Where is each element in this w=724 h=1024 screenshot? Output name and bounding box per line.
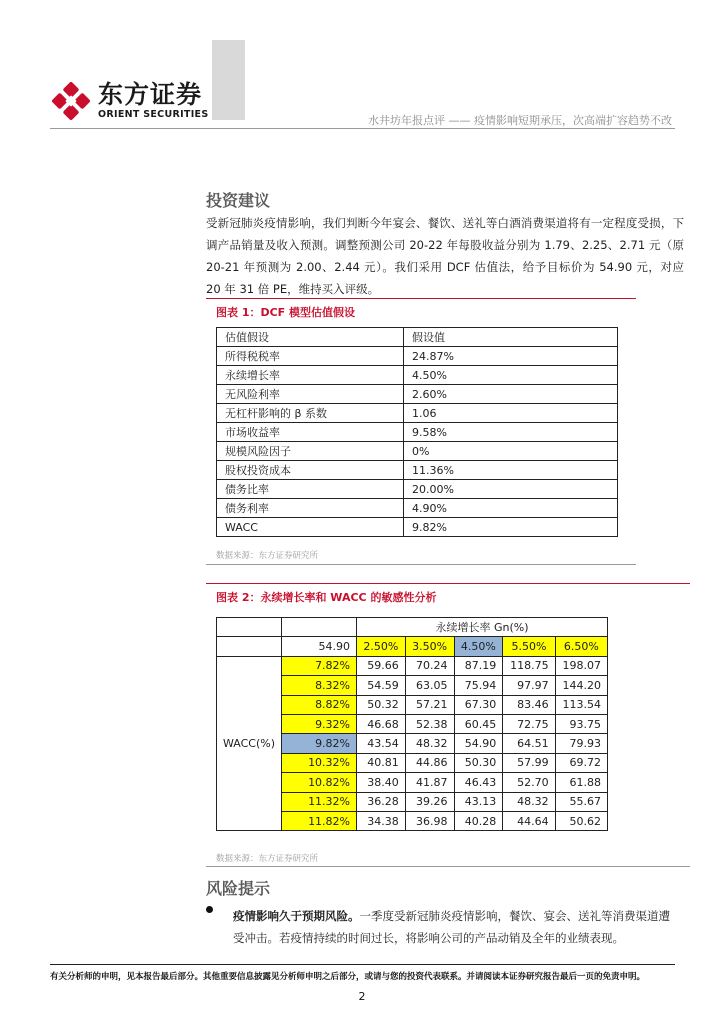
header-cell: 假设值 — [404, 328, 618, 347]
growth-rate-header: 2.50% — [357, 637, 406, 656]
value-cell: 43.54 — [357, 734, 406, 753]
assumption-value: 4.90% — [404, 499, 618, 518]
value-cell: 61.88 — [555, 773, 607, 792]
table-row — [217, 423, 618, 442]
assumption-value: 4.50% — [404, 366, 618, 385]
target-price-cell: 54.90 — [282, 637, 357, 656]
page-number: 2 — [358, 990, 366, 1003]
corner-empty-cell — [217, 637, 282, 656]
figure1-source: 数据来源：东方证券研究所 — [216, 551, 319, 561]
value-cell: 46.68 — [357, 714, 406, 733]
corner-empty-cell — [217, 618, 282, 637]
assumption-value: 9.82% — [404, 518, 618, 537]
value-cell: 52.70 — [503, 773, 555, 792]
value-cell: 50.32 — [357, 695, 406, 714]
header-gray-bar — [212, 40, 245, 120]
header-divider — [50, 128, 675, 129]
brand-name-en: ORIENT SECURITIES — [98, 109, 209, 120]
assumption-value: 9.58% — [404, 423, 618, 442]
table-header-row — [217, 637, 608, 656]
assumption-value: 1.06 — [404, 404, 618, 423]
table-row — [217, 656, 608, 675]
assumption-name: 市场收益率 — [217, 423, 404, 442]
corner-empty-cell — [282, 618, 357, 637]
value-cell: 54.59 — [357, 676, 406, 695]
wacc-header: 11.82% — [282, 811, 357, 830]
table-header-row — [217, 328, 618, 347]
value-cell: 40.81 — [357, 753, 406, 772]
value-cell: 70.24 — [405, 656, 454, 675]
table-row — [217, 518, 618, 537]
assumption-name: 债务利率 — [217, 499, 404, 518]
assumption-name: 所得税税率 — [217, 347, 404, 366]
growth-rate-group-label: 永续增长率 Gn(%) — [357, 618, 608, 637]
value-cell: 54.90 — [454, 734, 503, 753]
value-cell: 59.66 — [357, 656, 406, 675]
value-cell: 50.30 — [454, 753, 503, 772]
wacc-header: 8.32% — [282, 676, 357, 695]
value-cell: 144.20 — [555, 676, 607, 695]
value-cell: 41.87 — [405, 773, 454, 792]
assumption-name: 规模风险因子 — [217, 442, 404, 461]
value-cell: 48.32 — [503, 792, 555, 811]
value-cell: 60.45 — [454, 714, 503, 733]
table-row — [217, 480, 618, 499]
table-row — [217, 499, 618, 518]
header-cell: 估值假设 — [217, 328, 404, 347]
assumption-value: 11.36% — [404, 461, 618, 480]
assumption-name: WACC — [217, 518, 404, 537]
value-cell: 113.54 — [555, 695, 607, 714]
wacc-header: 10.32% — [282, 753, 357, 772]
risk-bullet-heading: 疫情影响久于预期风险。 — [233, 909, 360, 923]
growth-rate-header: 6.50% — [555, 637, 607, 656]
value-cell: 63.05 — [405, 676, 454, 695]
risk-bullet — [233, 905, 673, 949]
assumption-value: 0% — [404, 442, 618, 461]
assumption-value: 2.60% — [404, 385, 618, 404]
risk-section-title: 风险提示 — [206, 879, 271, 898]
value-cell: 87.19 — [454, 656, 503, 675]
value-cell: 118.75 — [503, 656, 555, 675]
growth-rate-header: 4.50% — [454, 637, 503, 656]
value-cell: 57.99 — [503, 753, 555, 772]
wacc-header: 7.82% — [282, 656, 357, 675]
value-cell: 75.94 — [454, 676, 503, 695]
investment-paragraph: 受新冠肺炎疫情影响，我们判断今年宴会、餐饮、送礼等白酒消费渠道将有一定程度受损，下调产品销量及收入预测。调整预测公司 20-22 年每股收益分别为 1.79、2.25、2.71 元（原 20-21 年预测为 2.00、2.44 元）。我们采用 DCF 估值法，给予目标价为 54.90 元，对应 20 年 31 倍 PE，维持买入评级。 — [206, 216, 684, 296]
value-cell: 64.51 — [503, 734, 555, 753]
value-cell: 44.64 — [503, 811, 555, 830]
assumption-value: 20.00% — [404, 480, 618, 499]
value-cell: 67.30 — [454, 695, 503, 714]
figure2-source: 数据来源：东方证券研究所 — [216, 854, 319, 864]
wacc-header: 10.82% — [282, 773, 357, 792]
value-cell: 44.86 — [405, 753, 454, 772]
value-cell: 83.46 — [503, 695, 555, 714]
value-cell: 48.32 — [405, 734, 454, 753]
value-cell: 36.28 — [357, 792, 406, 811]
investment-section-title: 投资建议 — [206, 191, 271, 210]
value-cell: 52.38 — [405, 714, 454, 733]
value-cell: 93.75 — [555, 714, 607, 733]
value-cell: 38.40 — [357, 773, 406, 792]
value-cell: 43.13 — [454, 792, 503, 811]
value-cell: 55.67 — [555, 792, 607, 811]
value-cell: 39.26 — [405, 792, 454, 811]
value-cell: 46.43 — [454, 773, 503, 792]
value-cell: 198.07 — [555, 656, 607, 675]
logo-mark-icon — [50, 80, 92, 122]
wacc-header: 8.82% — [282, 695, 357, 714]
risk-bullet-body: 一季度受新冠肺炎疫情影响，餐饮、宴会、送礼等消费渠道遭受冲击。若疫情持续的时间过长，将影响公司的产品动销及全年的业绩表现。 — [233, 909, 670, 945]
sensitivity-table — [216, 617, 608, 831]
assumption-name: 无杠杆影响的 β 系数 — [217, 404, 404, 423]
bullet-icon — [206, 906, 213, 913]
value-cell: 72.75 — [503, 714, 555, 733]
wacc-header: 9.82% — [282, 734, 357, 753]
value-cell: 36.98 — [405, 811, 454, 830]
table-row — [217, 347, 618, 366]
value-cell: 34.38 — [357, 811, 406, 830]
value-cell: 50.62 — [555, 811, 607, 830]
value-cell: 97.97 — [503, 676, 555, 695]
footer-disclaimer: 有关分析师的申明，见本报告最后部分。其他重要信息披露见分析师申明之后部分，或请与您的投资代表联系。并请阅读本证券研究报告最后一页的免责申明。 — [50, 972, 646, 982]
wacc-group-label: WACC(%) — [217, 656, 282, 831]
value-cell: 79.93 — [555, 734, 607, 753]
table-row — [217, 404, 618, 423]
table-header-row — [217, 618, 608, 637]
assumption-name: 无风险利率 — [217, 385, 404, 404]
figure1-title: 图表 1：DCF 模型估值假设 — [216, 306, 356, 319]
table-row — [217, 442, 618, 461]
assumption-name: 债务比率 — [217, 480, 404, 499]
figure2-top-rule — [206, 583, 690, 584]
footer-divider — [50, 964, 675, 965]
figure2-title: 图表 2：永续增长率和 WACC 的敏感性分析 — [216, 591, 437, 604]
value-cell: 40.28 — [454, 811, 503, 830]
table-row — [217, 385, 618, 404]
assumption-value: 24.87% — [404, 347, 618, 366]
value-cell: 69.72 — [555, 753, 607, 772]
brand-name-cn: 东方证券 — [98, 80, 203, 109]
wacc-header: 11.32% — [282, 792, 357, 811]
table-row — [217, 461, 618, 480]
assumption-name: 永续增长率 — [217, 366, 404, 385]
figure1-top-rule — [206, 298, 636, 299]
assumption-name: 股权投资成本 — [217, 461, 404, 480]
growth-rate-header: 3.50% — [405, 637, 454, 656]
figure1-bottom-rule — [206, 564, 636, 565]
figure2-bottom-rule — [206, 866, 690, 867]
orient-securities-logo — [50, 80, 208, 122]
wacc-header: 9.32% — [282, 714, 357, 733]
dcf-assumption-table — [216, 327, 618, 537]
growth-rate-header: 5.50% — [503, 637, 555, 656]
table-row — [217, 366, 618, 385]
value-cell: 57.21 — [405, 695, 454, 714]
report-title: 水井坊年报点评 —— 疫情影响短期承压，次高端扩容趋势不改 — [368, 114, 672, 127]
